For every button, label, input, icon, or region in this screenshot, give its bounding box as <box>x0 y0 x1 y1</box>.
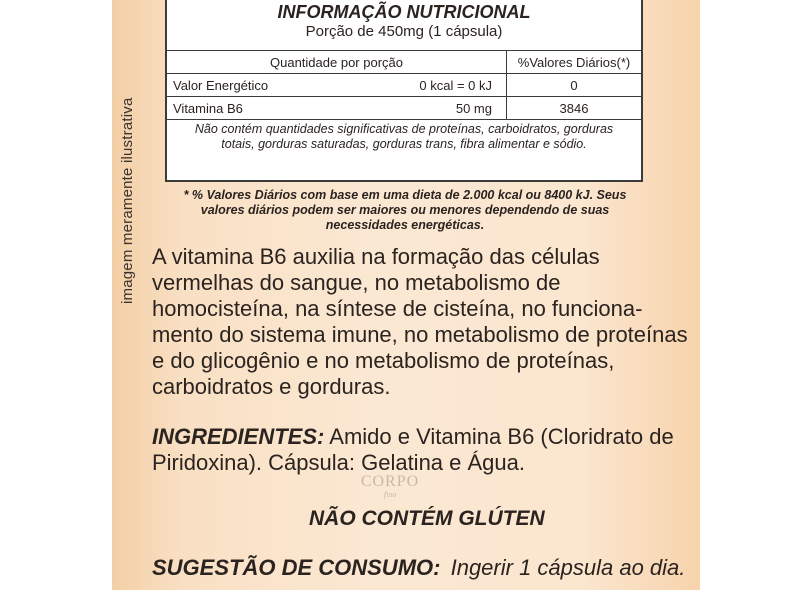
nutrition-table <box>167 50 641 120</box>
nutrient-name: Vitamina B6 <box>167 97 384 120</box>
serving-size: Porção de 450mg (1 cápsula) <box>305 23 503 40</box>
usage-label: SUGESTÃO DE CONSUMO: <box>152 555 441 580</box>
nutrient-daily-value: 3846 <box>507 97 642 120</box>
usage-text: Ingerir 1 cápsula ao dia. <box>450 555 686 580</box>
nutrient-amount: 50 mg <box>384 97 507 120</box>
nutrition-facts-box <box>165 0 643 182</box>
nutrition-row <box>167 74 641 97</box>
ingredients-text: Amido e Vitamina B6 (Cloridrato de Piridoxina). Cápsula: Gelatina e Água. <box>152 424 674 475</box>
product-description: A vitamina B6 auxilia na formação das células vermelhas do sangue, no metabolismo de homocisteína, na síntese de cisteína, no funciona-mento do sistema imune, no metabolismo de proteínas e do glicogênio e no metabolismo de proteínas, carboidratos e gorduras. <box>152 244 688 399</box>
watermark-sub: fino <box>383 490 397 499</box>
watermark-logo <box>350 474 430 499</box>
ingredients-label: INGREDIENTES: <box>152 424 325 449</box>
nutrient-amount: 0 kcal = 0 kJ <box>384 74 507 97</box>
watermark-main: CORPO <box>360 473 420 490</box>
nutrition-disclaimer: Não contém quantidades significativas de proteínas, carboidratos, gorduras totais, gorduras saturadas, gorduras trans, fibra alimentar e sódio. <box>194 122 614 151</box>
nutrition-title: INFORMAÇÃO NUTRICIONAL <box>277 2 531 22</box>
nutrient-name: Valor Energético <box>167 74 384 97</box>
amount-header: Quantidade por porção <box>167 51 507 74</box>
nutrition-row <box>167 97 641 120</box>
side-caption: imagem meramente ilustrativa <box>119 97 136 304</box>
usage-suggestion <box>152 555 685 581</box>
daily-value-header: %Valores Diários(*) <box>507 51 642 74</box>
nutrient-daily-value: 0 <box>507 74 642 97</box>
gluten-notice: NÃO CONTÉM GLÚTEN <box>309 507 545 530</box>
daily-values-footnote: * % Valores Diários com base em uma dieta de 2.000 kcal ou 8400 kJ. Seus valores diários podem ser maiores ou menores dependendo de suas necessidades energéticas. <box>183 188 627 232</box>
ingredients-section <box>152 424 697 476</box>
nutrition-header-row <box>167 51 641 74</box>
